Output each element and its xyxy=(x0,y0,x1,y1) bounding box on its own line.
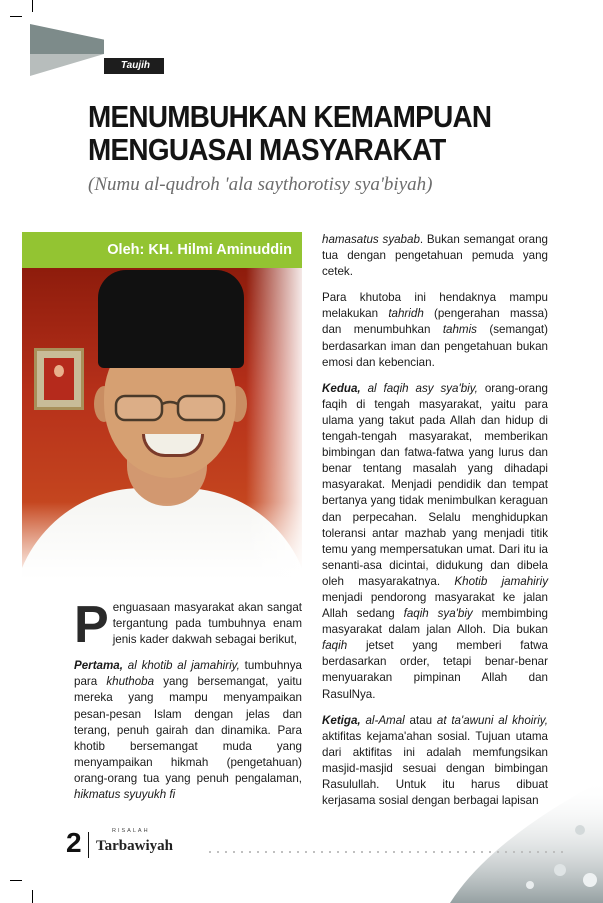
title-line-2: MENGUASAI MASYARAKAT xyxy=(88,132,446,167)
header-chevron-bottom xyxy=(30,54,104,76)
crop-mark-top xyxy=(32,0,33,12)
article-title xyxy=(88,100,520,166)
footer-dotted-rule xyxy=(206,851,566,853)
author-name: Oleh: KH. Hilmi Aminuddin xyxy=(107,242,292,258)
magazine-prefix: RISALAH xyxy=(112,828,150,834)
footer-separator xyxy=(88,832,89,858)
author-photo xyxy=(22,268,302,580)
paragraph-continued: hamasatus syabab. Bukan semangat orang tua dengan pengetahuan pemuda yang cetek. xyxy=(322,233,548,279)
title-line-1: MENUMBUHKAN KEMAMPUAN xyxy=(88,99,492,134)
page-number: 2 xyxy=(66,827,82,858)
paragraph-ketiga: Ketiga, al-Amal atau at ta'awuni al khoiriy, aktifitas kejama'ahan sosial. Tujuan utama dari aktifitas ini adalah memfungsikan masjid-masjid sesuai dengan bimbingan Rasulullah. Untuk itu harus dibuat kerjasama sosial dengan berbagai lapisan xyxy=(322,713,548,808)
drop-cap: P xyxy=(74,596,109,654)
section-label: Taujih xyxy=(104,58,164,74)
crop-mark-left xyxy=(10,16,22,17)
author-bar xyxy=(22,232,302,268)
paragraph-khutoba: Para khutoba ini hendaknya mampu melakukan tahridh (pengerahan massa) dan menumbuhkan tahmis (semangat) berdasarkan iman dan pengetahuan bukan emosi dan kebencian. xyxy=(322,291,548,369)
magazine-name: Tarbawiyah xyxy=(96,838,173,854)
left-column xyxy=(74,596,302,813)
crop-mark-left-bottom xyxy=(10,880,22,881)
water-splash-decoration xyxy=(450,720,603,903)
article-subtitle: (Numu al-qudroh 'ala saythorotisy sya'biyah) xyxy=(88,174,433,195)
header-chevron-top xyxy=(30,24,104,54)
intro-paragraph: Penguasaan masyarakat akan sangat tergantung pada tumbuhnya enam jenis kader dakwah sebagai berikut, xyxy=(74,596,302,654)
crop-mark-bottom xyxy=(32,890,33,903)
paragraph-kedua: Kedua, al faqih asy sya'biy, orang-orang faqih di tengah masyarakat, yaitu para ulama yang takut pada Allah dan hidup di tengah-tengah masyarakat, memberikan bimbingan dan fatwa-fatwa yang lurus dan benar tentang masalah yang dihadapi masyarakat. Menjadi pendidik dan tempat bertanya yang tidak menimbulkan keraguan dan perpecahan. Selalu menghidupkan toleransi antar mazhab yang menjadi titik temu yang mempersatukan umat. Dari itu ia senanti-asa dicintai, didukung dan dibela oleh masyarakatnya. Khotib jamahiriy menjadi pendorong masyarakat ke jalan Allah sedang faqih sya'biy membimbing masyarakat dalam jalan Alloh. Dia bukan faqih jetset yang memberi fatwa berdasarkan order, tetapi benar-benar menyuarakan pimpinan Allah dan RasulNya. xyxy=(322,381,548,701)
paragraph-pertama: Pertama, al khotib al jamahiriy, tumbuhnya para khuthoba yang bersemangat, yaitu mereka yang mampu menyampaikan pesan-pesan Islam dengan jelas dan terang, penuh gairah dan dinamika. Para khotib bersemangat muda yang menyampaikan hikmah (pengetahuan) orang-orang tua yang penuh pengalaman, hikmatus syuyukh fi xyxy=(74,659,302,802)
